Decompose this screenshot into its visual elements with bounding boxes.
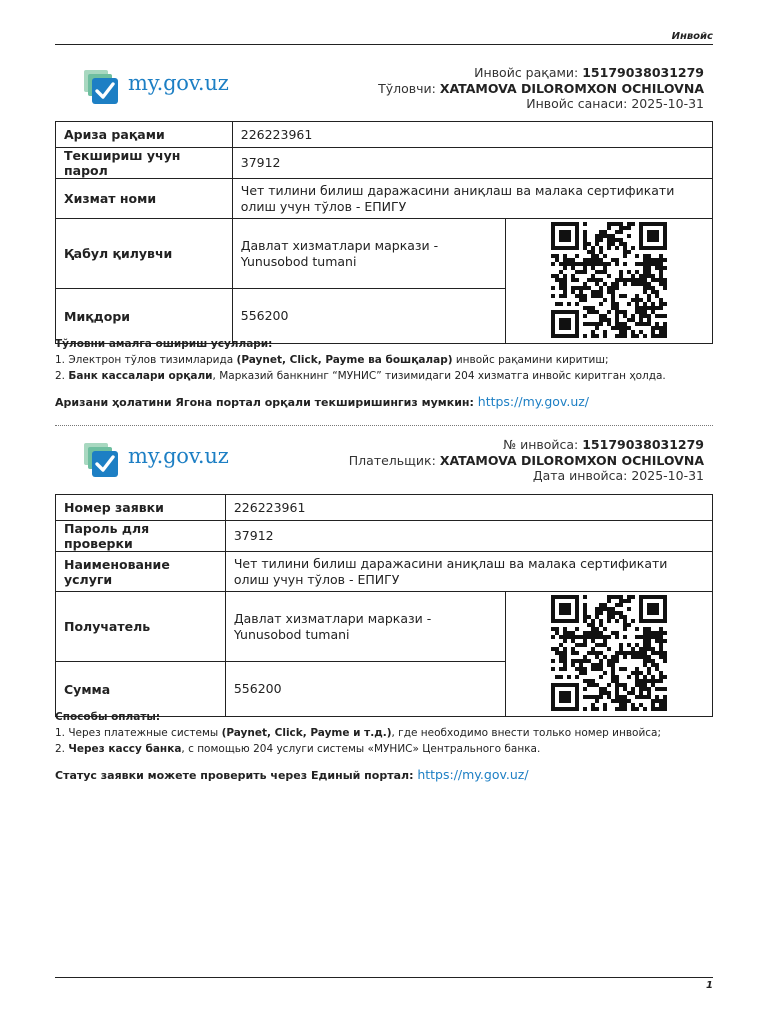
amount-value: 556200 <box>232 289 505 344</box>
amount-value: 556200 <box>225 662 505 717</box>
invoice-date: 2025-10-31 <box>631 96 704 111</box>
portal-note-text: Аризани ҳолатини Ягона портал орқали текширишингиз мумкин: <box>55 396 474 409</box>
invoice-number: 15179038031279 <box>582 65 704 80</box>
document-type-label: Инвойс <box>671 31 713 42</box>
payment-methods <box>55 709 715 757</box>
logo <box>82 68 242 108</box>
qr-code-icon <box>548 595 670 711</box>
payment-method-2: 2. Через кассу банка, с помощью 204 услуги системы «МУНИС» Центрального банка. <box>55 743 541 755</box>
logo-check-icon <box>82 441 124 483</box>
page-number: 1 <box>706 980 713 991</box>
receiver-value: Давлат хизматлари маркази - Yunusobod tumani <box>225 592 505 662</box>
invoice-number-label: Инвойс рақами: <box>474 65 579 80</box>
table-row <box>56 495 713 521</box>
amount-label: Миқдори <box>56 289 233 344</box>
service-name-label: Наименование услуги <box>56 552 226 592</box>
portal-link[interactable]: https://my.gov.uz/ <box>417 767 529 782</box>
service-name-value: Чет тилини билиш даражасини аниқлаш ва малака сертификати олиш учун тўлов - ЕПИГУ <box>225 552 712 592</box>
payer-name: XATAMOVA DILOROMXON OCHILOVNA <box>439 452 704 468</box>
invoice-table <box>55 494 713 717</box>
invoice-info <box>349 437 704 484</box>
payer-name: XATAMOVA DILOROMXON OCHILOVNA <box>439 80 704 96</box>
payment-methods-heading: Тўловни амалга ошириш усуллари: <box>55 338 273 350</box>
invoice-table <box>55 121 713 344</box>
invoice-number: 15179038031279 <box>582 437 704 452</box>
footer-rule <box>55 977 713 978</box>
header-rule <box>55 44 713 45</box>
password-label: Текшириш учун парол <box>56 148 233 179</box>
table-row <box>56 148 713 179</box>
receiver-value: Давлат хизматлари маркази - Yunusobod tumani <box>232 219 505 289</box>
invoice-info <box>378 65 704 112</box>
portal-note <box>55 394 589 409</box>
logo-text: my.gov.uz <box>128 71 229 95</box>
payment-method-1: 1. Электрон тўлов тизимларида (Paynet, Click, Payme ва бошқалар) инвойс рақамини киритиш; <box>55 354 609 366</box>
logo <box>82 441 242 481</box>
table-row <box>56 122 713 148</box>
password-value: 37912 <box>232 148 712 179</box>
invoice-date: 2025-10-31 <box>631 468 704 483</box>
qr-code-cell <box>506 219 713 344</box>
service-name-value: Чет тилини билиш даражасини аниқлаш ва малака сертификати олиш учун тўлов - ЕПИГУ <box>232 179 712 219</box>
payment-methods <box>55 336 715 384</box>
cut-line <box>55 425 713 426</box>
table-row <box>56 219 713 289</box>
logo-check-icon <box>82 68 124 110</box>
portal-link[interactable]: https://my.gov.uz/ <box>477 394 590 409</box>
password-label: Пароль для проверки <box>56 521 226 552</box>
application-number-value: 226223961 <box>232 122 712 148</box>
payer-label: Плательщик: <box>348 452 436 468</box>
table-row <box>56 179 713 219</box>
table-row <box>56 552 713 592</box>
invoice-date-label: Инвойс санаси: <box>526 96 628 111</box>
portal-note <box>55 767 529 782</box>
amount-label: Сумма <box>56 662 226 717</box>
payment-method-2: 2. Банк кассалари орқали, Марказий банкнинг “МУНИС” тизимидаги 204 хизматга инвойс киритган ҳолда. <box>55 370 666 382</box>
service-name-label: Хизмат номи <box>56 179 233 219</box>
qr-code-icon <box>548 222 670 338</box>
table-row <box>56 592 713 662</box>
invoice-number-label: № инвойса: <box>503 437 579 452</box>
receiver-label: Получатель <box>56 592 226 662</box>
payment-method-1: 1. Через платежные системы (Paynet, Click, Payme и т.д.), где необходимо внести только номер инвойса; <box>55 727 662 739</box>
invoice-date-label: Дата инвойса: <box>532 468 628 483</box>
payer-label: Тўловчи: <box>378 80 436 96</box>
application-number-label: Номер заявки <box>56 495 226 521</box>
portal-note-text: Статус заявки можете проверить через Единый портал: <box>55 769 414 782</box>
password-value: 37912 <box>225 521 712 552</box>
table-row <box>56 521 713 552</box>
payment-methods-heading: Способы оплаты: <box>55 711 161 723</box>
application-number-value: 226223961 <box>225 495 712 521</box>
application-number-label: Ариза рақами <box>56 122 233 148</box>
receiver-label: Қабул қилувчи <box>56 219 233 289</box>
logo-text: my.gov.uz <box>128 444 229 468</box>
qr-code-cell <box>506 592 713 717</box>
